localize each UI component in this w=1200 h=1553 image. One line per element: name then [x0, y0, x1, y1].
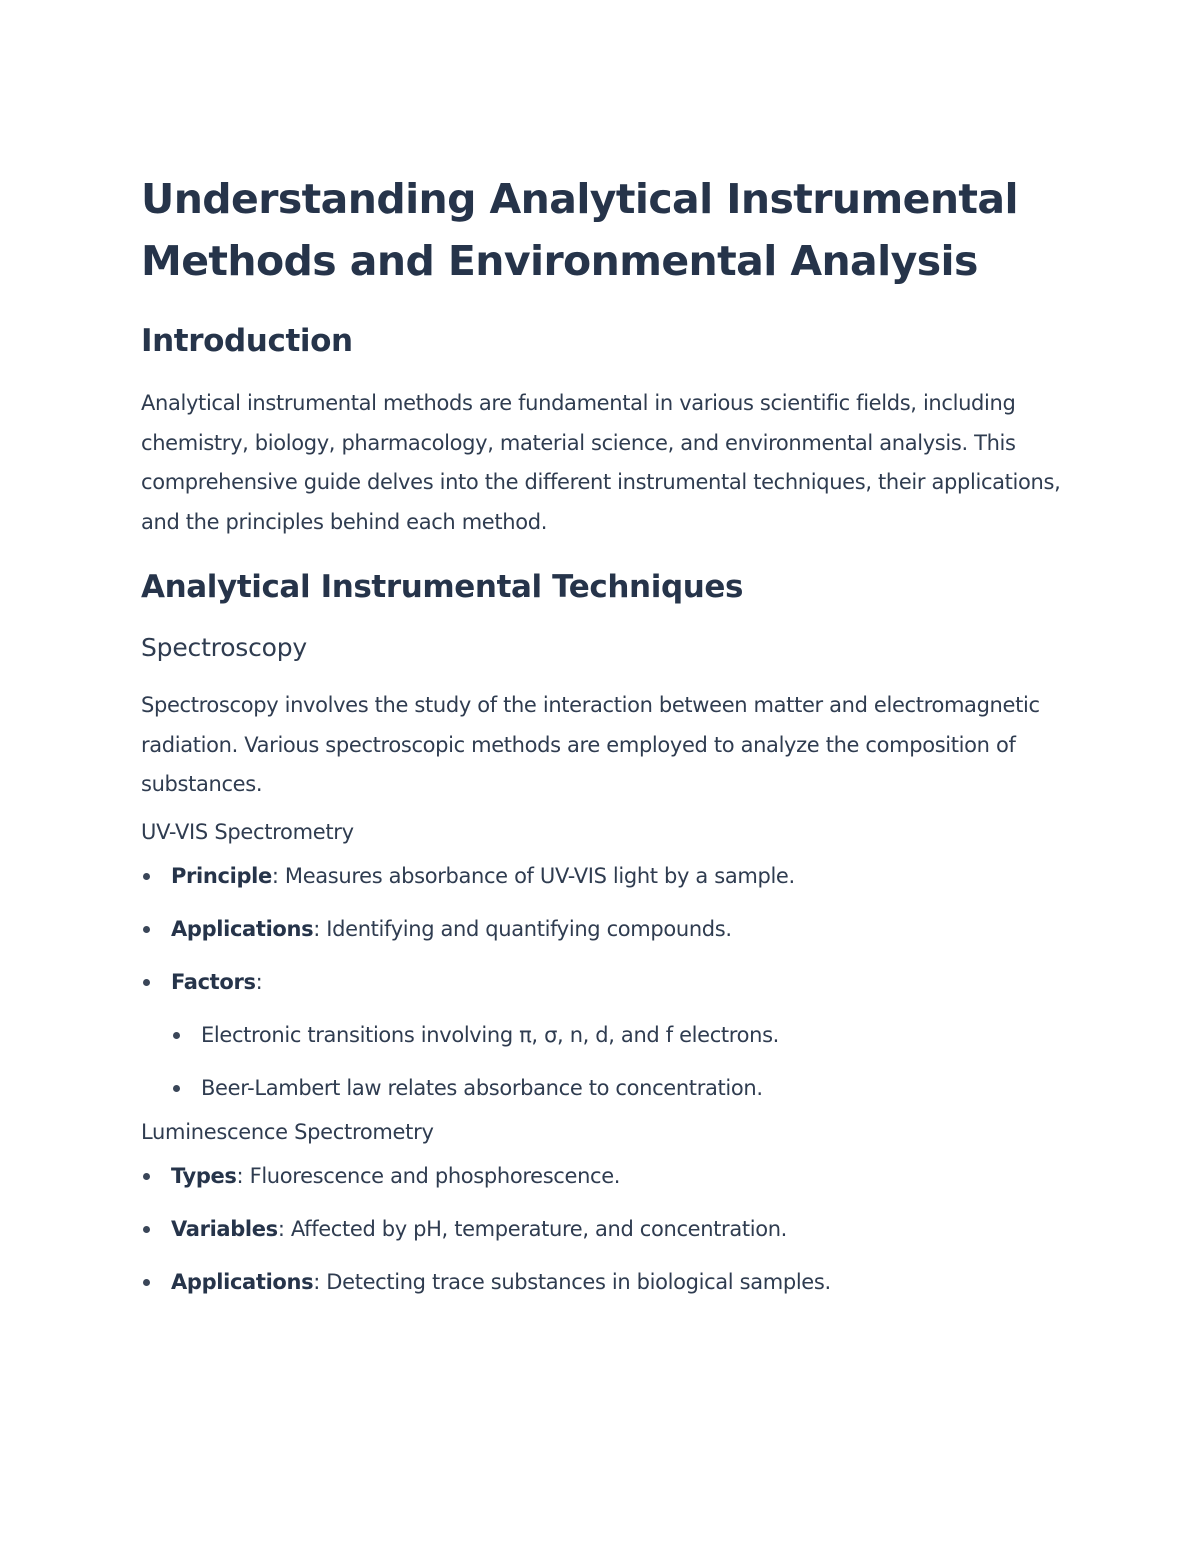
list-item-text: : Detecting trace substances in biological samples. — [313, 1269, 831, 1294]
techniques-heading: Analytical Instrumental Techniques — [141, 569, 744, 605]
list-item — [141, 861, 1071, 891]
introduction-heading: Introduction — [141, 323, 353, 359]
uvvis-list — [141, 861, 1071, 997]
document-title: Understanding Analytical Instrumental Methods and Environmental Analysis — [141, 175, 1018, 285]
list-item-key: Principle — [171, 863, 272, 888]
luminescence-heading: Luminescence Spectrometry — [141, 1119, 434, 1144]
list-item-key: Factors — [171, 969, 256, 994]
list-item-text: : Affected by pH, temperature, and concentration. — [277, 1216, 788, 1241]
list-item-text: : Measures absorbance of UV-VIS light by a sample. — [271, 863, 795, 888]
list-item-text: : — [255, 969, 263, 994]
list-item-key: Variables — [171, 1216, 278, 1241]
list-item — [141, 914, 1071, 944]
introduction-paragraph: Analytical instrumental methods are fundamental in various scientific fields, including chemistry, biology, pharmacology, material science, and environmental analysis. This comprehensive guide delves into the different instrumental techniques, their applications, and the principles behind each method. — [141, 391, 1061, 534]
spectroscopy-paragraph: Spectroscopy involves the study of the interaction between matter and electromagnetic radiation. Various spectroscopic methods are employed to analyze the composition of substances. — [141, 693, 1040, 796]
list-item-key: Applications — [171, 1269, 314, 1294]
factors-sublist — [141, 1020, 1071, 1103]
list-item — [141, 967, 1071, 997]
list-item-text: : Identifying and quantifying compounds. — [313, 916, 732, 941]
list-item — [141, 1214, 1071, 1244]
luminescence-list — [141, 1161, 1071, 1297]
spectroscopy-heading: Spectroscopy — [141, 633, 308, 662]
list-item-key: Applications — [171, 916, 314, 941]
uvvis-heading: UV-VIS Spectrometry — [141, 819, 354, 844]
list-item — [141, 1267, 1071, 1297]
document-page — [141, 168, 1071, 1320]
list-item — [141, 1161, 1071, 1191]
sublist-item: Beer-Lambert law relates absorbance to concentration. — [171, 1073, 1071, 1103]
sublist-item: Electronic transitions involving π, σ, n, d, and f electrons. — [171, 1020, 1071, 1050]
list-item-text: : Fluorescence and phosphorescence. — [236, 1163, 621, 1188]
list-item-key: Types — [171, 1163, 237, 1188]
